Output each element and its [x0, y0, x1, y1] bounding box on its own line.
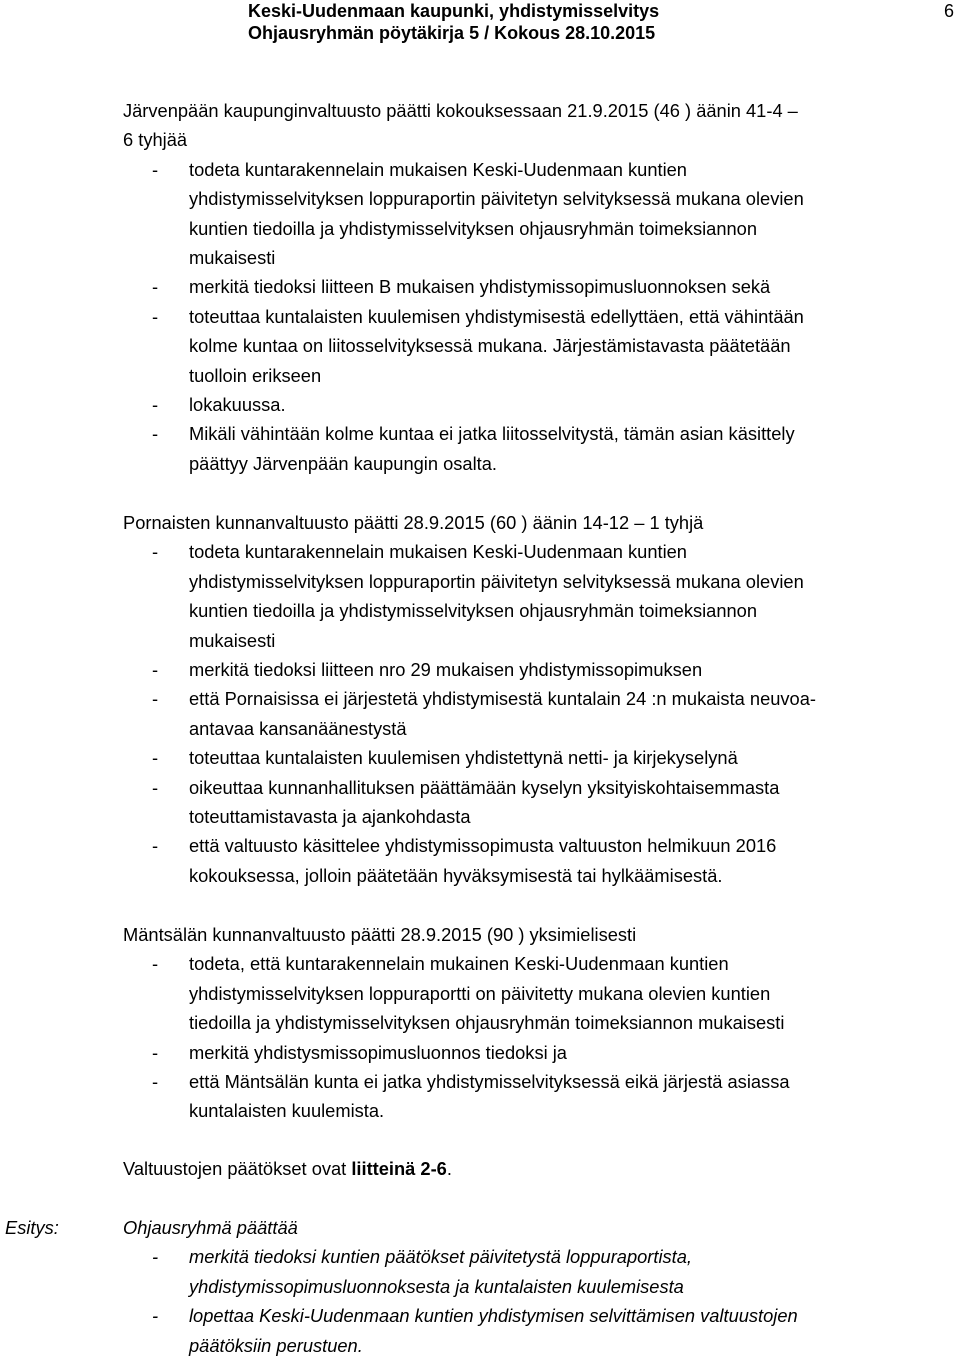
bullet-dash: - — [152, 1305, 159, 1327]
esitys-list — [0, 1242, 960, 1360]
list-item-line: mukaisesti — [189, 247, 276, 269]
bullet-dash: - — [152, 953, 159, 975]
list-item — [0, 155, 960, 273]
bullet-dash: - — [152, 747, 159, 769]
list-item-text — [189, 1038, 960, 1067]
list-item-line: toteuttaa kuntalaisten kuulemisen yhdistettynä netti- ja kirjekyselynä — [189, 747, 738, 769]
list-item-line: yhdistymisselvityksen loppuraportin päivitetyn selvityksessä mukana olevien — [189, 570, 804, 592]
list-item-line: merkitä tiedoksi liitteen B mukaisen yhdistymissopimusluonnoksen sekä — [189, 276, 771, 298]
list-item-text — [189, 302, 960, 390]
list-item-line: merkitä tiedoksi liitteen nro 29 mukaisen yhdistymissopimuksen — [189, 659, 703, 681]
list-item-line: todeta kuntarakennelain mukaisen Keski-Uudenmaan kuntien — [189, 158, 687, 180]
list-item-line: että Mäntsälän kunta ei jatka yhdistymisselvityksessä eikä järjestä asiassa — [189, 1071, 790, 1093]
list-item-text — [189, 655, 960, 684]
list-item — [0, 419, 960, 478]
header-title: Keski-Uudenmaan kaupunki, yhdistymisselvitys — [248, 1, 660, 21]
list-item-line: merkitä tiedoksi kuntien päätökset päivitetystä loppuraportista, — [189, 1246, 693, 1268]
attachments-note — [0, 1154, 960, 1183]
bullet-dash: - — [152, 1071, 159, 1093]
esitys-label: Esitys: — [5, 1217, 59, 1238]
list-item-text — [189, 949, 960, 1037]
list-item — [0, 949, 960, 1037]
esitys-section — [0, 1213, 960, 1360]
list-item-line: yhdistymisselvityksen loppuraportin päivitetyn selvityksessä mukana olevien — [189, 188, 804, 210]
bullet-dash: - — [152, 835, 159, 857]
list-item — [0, 831, 960, 890]
pornainen-list — [0, 537, 960, 890]
jarvenpaa-list — [0, 155, 960, 478]
list-item — [0, 655, 960, 684]
list-item-line: Mikäli vähintään kolme kuntaa ei jatka liitosselvitystä, tämän asian käsittely — [189, 423, 795, 445]
list-item-line: oikeuttaa kunnanhallituksen päättämään kyselyn yksityiskohtaisemmasta — [189, 776, 780, 798]
bullet-dash: - — [152, 394, 159, 416]
list-item-text — [189, 684, 960, 743]
list-item-text — [189, 272, 960, 301]
list-item-line: että Pornaisissa ei järjestetä yhdistymisestä kuntalain 24 :n mukaista neuvoa- — [189, 688, 816, 710]
header-subtitle: Ohjausryhmän pöytäkirja 5 / Kokous 28.10.2015 — [248, 23, 656, 43]
page-number: 6 — [943, 1, 954, 21]
list-item — [0, 390, 960, 419]
list-item-line: kokouksessa, jolloin päätetään hyväksymisestä tai hylkäämisestä. — [189, 864, 723, 886]
list-item-text — [189, 831, 960, 890]
list-item-line: todeta, että kuntarakennelain mukainen Keski-Uudenmaan kuntien — [189, 953, 729, 975]
mantsala-list — [0, 949, 960, 1125]
list-item-text — [189, 537, 960, 655]
list-item-text — [189, 155, 960, 273]
list-item — [0, 1067, 960, 1126]
list-item-line: kuntien tiedoilla ja yhdistymisselvityksen ohjausryhmän toimeksiannon — [189, 217, 758, 239]
list-item — [0, 1301, 960, 1360]
bullet-dash: - — [152, 541, 159, 563]
list-item-line: että valtuusto käsittelee yhdistymissopimusta valtuuston helmikuun 2016 — [189, 835, 777, 857]
list-item-text — [189, 1067, 960, 1126]
list-item-line: toteuttamistavasta ja ajankohdasta — [189, 806, 471, 828]
list-item-text — [189, 1242, 960, 1301]
list-item — [0, 684, 960, 743]
jarvenpaa-decision — [0, 96, 960, 478]
list-item-line: kolme kuntaa on liitosselvityksessä mukana. Järjestämistavasta päätetään — [189, 335, 791, 357]
list-item-line: merkitä yhdistysmissopimusluonnos tiedoksi ja — [189, 1041, 567, 1063]
list-item — [0, 743, 960, 772]
list-item — [0, 302, 960, 390]
attachments-suffix: . — [446, 1158, 452, 1179]
pornainen-heading: Pornaisten kunnanvaltuusto päätti 28.9.2015 (60 ) äänin 14-12 – 1 tyhjä — [123, 512, 704, 533]
bullet-dash: - — [152, 659, 159, 681]
list-item-line: antavaa kansanäänestystä — [189, 717, 407, 739]
list-item-text — [189, 419, 960, 478]
list-item-line: päättyy Järvenpään kaupungin osalta. — [189, 452, 497, 474]
bullet-dash: - — [152, 276, 159, 298]
list-item — [0, 272, 960, 301]
pornainen-decision — [0, 508, 960, 890]
bullet-dash: - — [152, 423, 159, 445]
attachments-prefix: Valtuustojen päätökset ovat — [123, 1158, 352, 1179]
list-item — [0, 1038, 960, 1067]
list-item-text — [189, 1301, 960, 1360]
list-item-text — [189, 773, 960, 832]
list-item-line: todeta kuntarakennelain mukaisen Keski-Uudenmaan kuntien — [189, 541, 687, 563]
list-item-line: lopettaa Keski-Uudenmaan kuntien yhdistymisen selvittämisen valtuustojen — [189, 1305, 798, 1327]
list-item-line: tiedoilla ja yhdistymisselvityksen ohjausryhmän toimeksiannon mukaisesti — [189, 1012, 785, 1034]
bullet-dash: - — [152, 688, 159, 710]
list-item-line: kuntalaisten kuulemista. — [189, 1100, 385, 1122]
list-item — [0, 773, 960, 832]
list-item-line: yhdistymisselvityksen loppuraportti on päivitetty mukana olevien kuntien — [189, 982, 771, 1004]
bullet-dash: - — [152, 1041, 159, 1063]
mantsala-decision — [0, 920, 960, 1126]
list-item-line: toteuttaa kuntalaisten kuulemisen yhdistymisestä edellyttäen, että vähintään — [189, 305, 804, 327]
list-item-line: päätöksiin perustuen. — [189, 1334, 363, 1356]
jarvenpaa-heading-line-1: Järvenpään kaupunginvaltuusto päätti kokouksessaan 21.9.2015 (46 ) äänin 41-4 – — [123, 100, 798, 121]
list-item — [0, 537, 960, 655]
bullet-dash: - — [152, 305, 159, 327]
list-item-line: tuolloin erikseen — [189, 364, 322, 386]
list-item-text — [189, 743, 960, 772]
attachments-link: liitteinä 2-6 — [351, 1158, 447, 1179]
bullet-dash: - — [152, 776, 159, 798]
mantsala-heading: Mäntsälän kunnanvaltuusto päätti 28.9.2015 (90 ) yksimielisesti — [123, 924, 637, 945]
list-item-text — [189, 390, 960, 419]
list-item-line: yhdistymissopimusluonnoksesta ja kuntalaisten kuulemisesta — [189, 1275, 684, 1297]
bullet-dash: - — [152, 158, 159, 180]
jarvenpaa-heading-line-2: 6 tyhjää — [123, 129, 188, 151]
list-item-line: kuntien tiedoilla ja yhdistymisselvityksen ohjausryhmän toimeksiannon — [189, 600, 758, 622]
list-item-line: mukaisesti — [189, 629, 276, 651]
page-header — [0, 0, 960, 46]
esitys-heading: Ohjausryhmä päättää — [123, 1217, 298, 1238]
list-item — [0, 1242, 960, 1301]
bullet-dash: - — [152, 1246, 159, 1268]
list-item-line: lokakuussa. — [189, 394, 286, 416]
